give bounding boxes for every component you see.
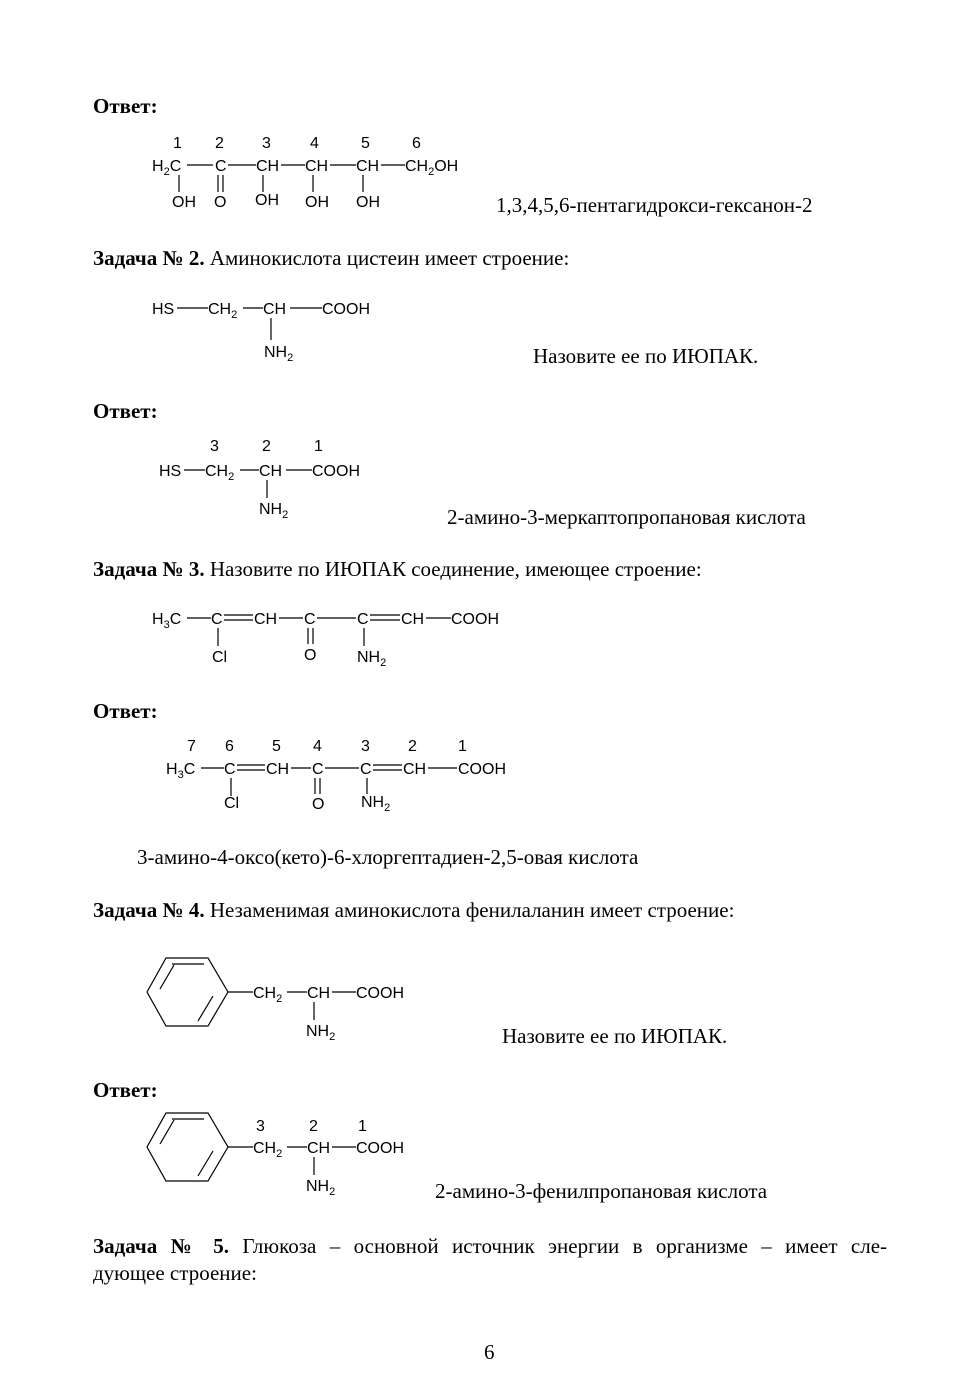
page-number: 6: [484, 1340, 495, 1364]
carbon-number: 2: [309, 1118, 318, 1135]
substituent: OH: [172, 194, 196, 211]
chain-atom: C: [360, 761, 372, 778]
chain-atom: $CH_2$: [253, 985, 283, 1005]
carbon-number: 3: [361, 738, 370, 755]
chain-atom: COOH: [312, 463, 360, 480]
chain-atom: C: [211, 611, 223, 628]
chain-atom: CH: [307, 1140, 331, 1157]
formula-cysteine-numbered: [159, 438, 360, 521]
substituent: O: [304, 647, 317, 664]
formula-phenylalanine-numbered: [147, 1113, 404, 1198]
answer-name-3: 3-амино-4-оксо(кето)-6-хлоргептадиен-2,5-овая кислота: [137, 845, 639, 869]
chain-atom: COOH: [356, 1140, 404, 1157]
carbon-number: 4: [313, 738, 322, 755]
formula-cysteine: [152, 301, 370, 364]
substituent: O: [312, 796, 325, 813]
carbon-number: 6: [412, 135, 421, 152]
substituent: O: [214, 194, 227, 211]
chain-atom: C: [224, 761, 236, 778]
task-3-label: Задача № 3.: [93, 557, 205, 581]
substituent: Cl: [212, 649, 228, 666]
substituent: $NH_2$: [264, 344, 294, 364]
chain-atom: COOH: [451, 611, 499, 628]
chain-atom: $CH_2$: [208, 301, 238, 321]
chain-atom: CH: [307, 985, 331, 1002]
chain-atom: COOH: [458, 761, 506, 778]
chain-atom: $H_2C$: [152, 158, 182, 178]
task-5-text-1: Глюкоза – основной источник энергии в организме – имеет сле-: [228, 1234, 888, 1258]
benzene-ring: [147, 958, 228, 1026]
chain-atom: COOH: [322, 301, 370, 318]
carbon-number: 3: [210, 438, 219, 455]
task-5-line-2: дующее строение:: [93, 1261, 257, 1285]
task-4-text: Незаменимая аминокислота фенилаланин имеет строение:: [204, 898, 735, 922]
task-4-prompt: Назовите ее по ИЮПАК.: [502, 1024, 728, 1048]
chain-atom: HS: [159, 463, 182, 480]
chain-atom: CH: [305, 158, 329, 175]
carbon-number: 5: [272, 738, 281, 755]
carbon-number: 6: [225, 738, 234, 755]
chain-atom: CH: [403, 761, 427, 778]
chain-atom: COOH: [356, 985, 404, 1002]
chain-atom: $CH_2$: [253, 1140, 283, 1160]
chain-atom: CH: [356, 158, 380, 175]
substituent: $NH_2$: [259, 501, 289, 521]
chain-atom: CH: [259, 463, 283, 480]
substituent: Cl: [224, 795, 240, 812]
formula-pentahydroxyhexanone: [152, 135, 458, 211]
chain-atom: C: [312, 761, 324, 778]
carbon-number: 5: [361, 135, 370, 152]
chain-atom: HS: [152, 301, 175, 318]
chain-atom: CH: [266, 761, 290, 778]
benzene-ring: [147, 1113, 228, 1181]
chain-atom: C: [215, 158, 227, 175]
chain-atom: $H_3C$: [152, 611, 182, 631]
task-4-label: Задача № 4.: [93, 898, 205, 922]
ring-double-bond: [160, 965, 174, 989]
answer-name-2: 2-амино-3-меркаптопропановая кислота: [447, 505, 806, 529]
formula-phenylalanine: [147, 958, 404, 1043]
carbon-number: 1: [314, 438, 323, 455]
chain-atom: CH: [401, 611, 425, 628]
carbon-number: 1: [458, 738, 467, 755]
carbon-number: 1: [173, 135, 182, 152]
task-2-label: Задача № 2.: [93, 246, 205, 270]
answer-name-1: 1,3,4,5,6-пентагидрокси-гексанон-2: [496, 193, 813, 217]
substituent: $NH_2$: [306, 1023, 336, 1043]
substituent: OH: [255, 192, 279, 209]
carbon-number: 3: [256, 1118, 265, 1135]
chain-atom: C: [304, 611, 316, 628]
answer-name-4: 2-амино-3-фенилпропановая кислота: [435, 1179, 768, 1203]
task-3-text: Назовите по ИЮПАК соединение, имеющее строение:: [204, 557, 702, 581]
ring-double-bond: [198, 1151, 213, 1176]
substituent: OH: [305, 194, 329, 211]
ring-double-bond: [198, 996, 213, 1021]
answer-label-2: Ответ:: [93, 399, 158, 423]
substituent: OH: [356, 194, 380, 211]
carbon-number: 7: [187, 738, 196, 755]
ring-double-bond: [160, 1120, 174, 1144]
substituent: $NH_2$: [306, 1178, 336, 1198]
carbon-number: 2: [408, 738, 417, 755]
carbon-number: 1: [358, 1118, 367, 1135]
carbon-number: 2: [262, 438, 271, 455]
answer-label-1: Ответ:: [93, 94, 158, 118]
task-2-prompt: Назовите ее по ИЮПАК.: [533, 344, 759, 368]
formula-task-3: [152, 611, 499, 669]
chain-atom: $CH_2OH$: [405, 158, 459, 178]
substituent: $NH_2$: [357, 649, 387, 669]
carbon-number: 4: [310, 135, 319, 152]
answer-label-4: Ответ:: [93, 1078, 158, 1102]
chain-atom: CH: [254, 611, 278, 628]
task-5-label: Задача № 5.: [93, 1234, 229, 1258]
carbon-number: 3: [262, 135, 271, 152]
chain-atom: CH: [263, 301, 287, 318]
carbon-number: 2: [215, 135, 224, 152]
chain-atom: C: [357, 611, 369, 628]
chain-atom: $CH_2$: [205, 463, 235, 483]
formula-task-3-numbered: [166, 738, 506, 814]
chain-atom: CH: [256, 158, 280, 175]
chain-atom: $H_3C$: [166, 761, 196, 781]
answer-label-3: Ответ:: [93, 699, 158, 723]
task-2-text: Аминокислота цистеин имеет строение:: [204, 246, 570, 270]
substituent: $NH_2$: [361, 794, 391, 814]
